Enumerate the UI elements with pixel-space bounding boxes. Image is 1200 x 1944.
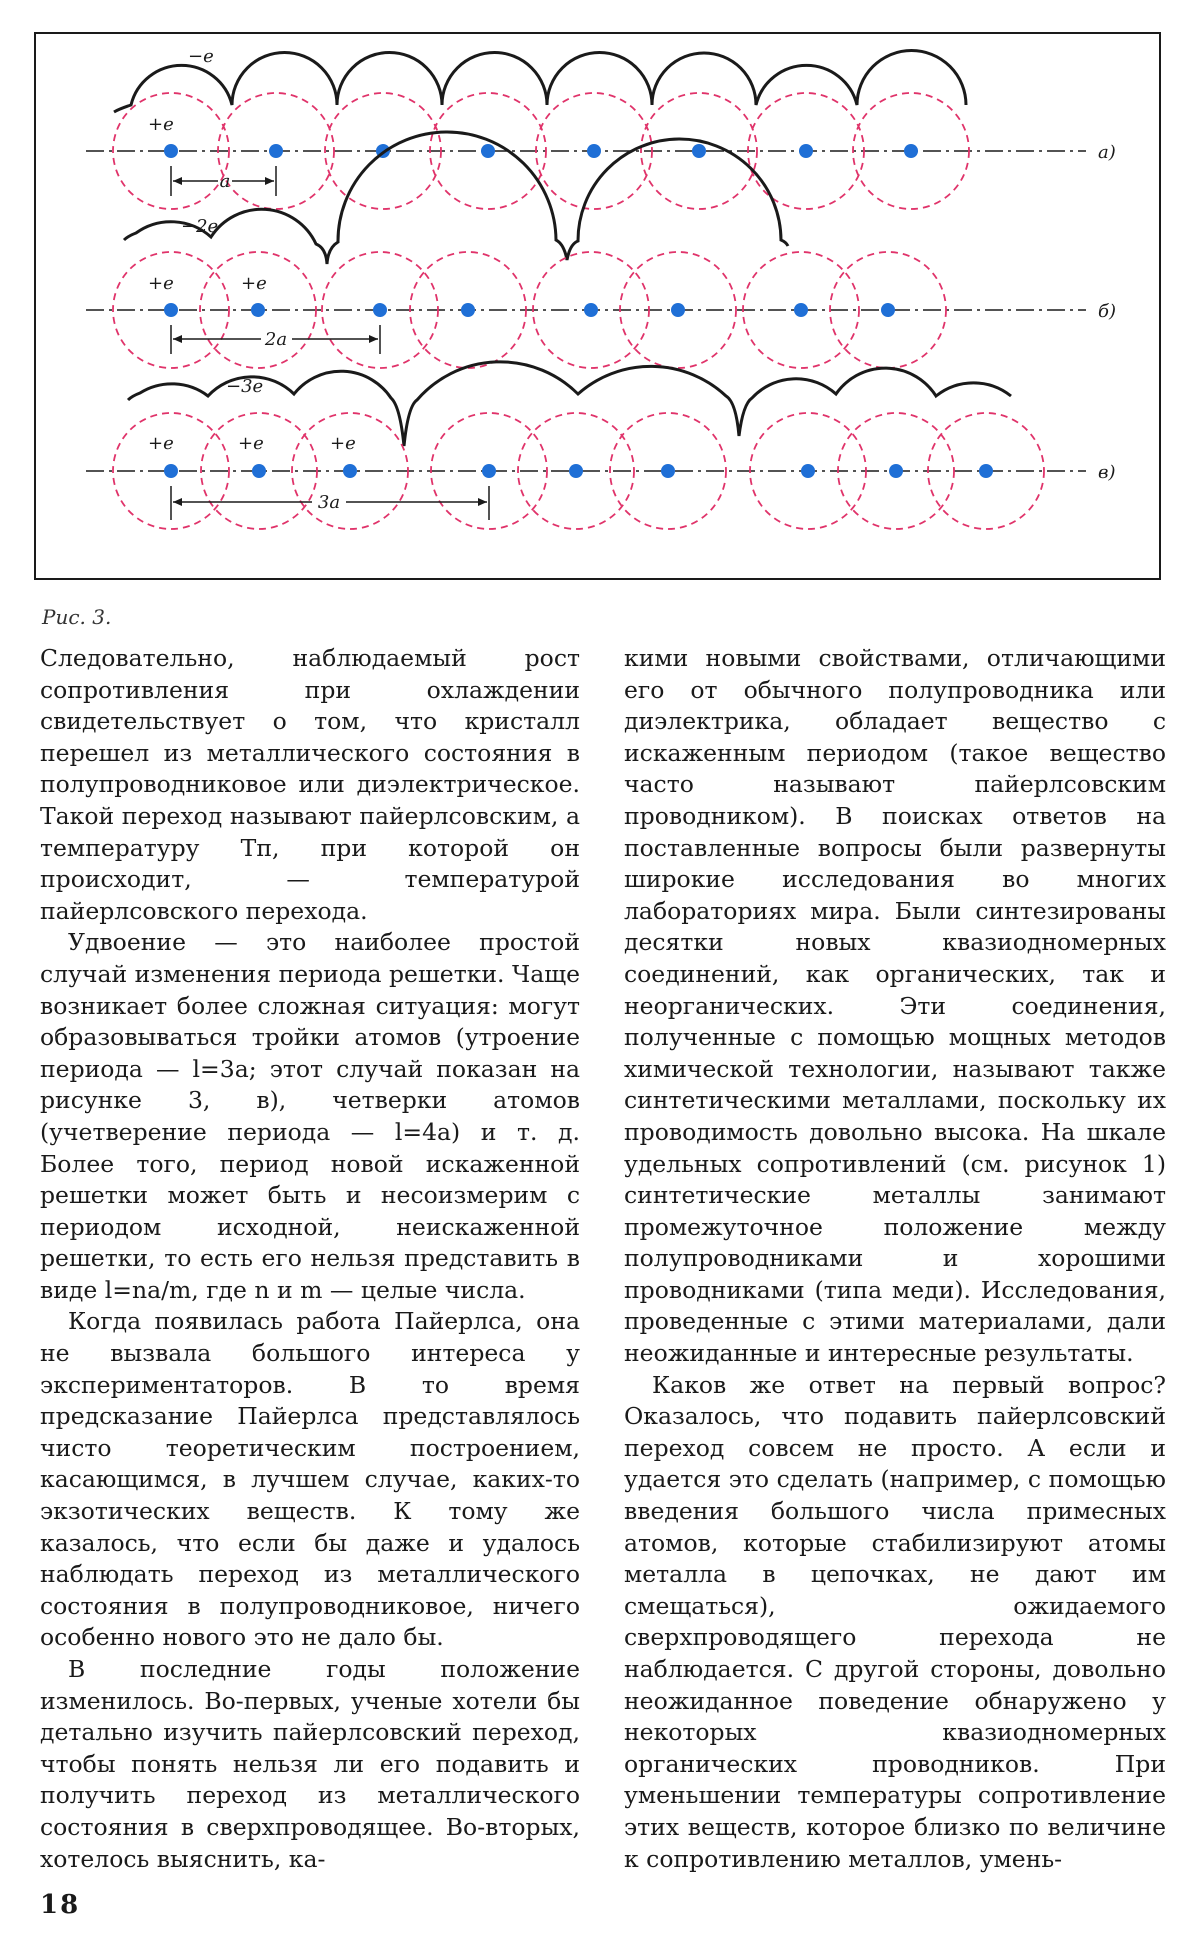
row-a-ion-charge: +e [148, 114, 174, 135]
row-c-ion-charge-3: +e [330, 433, 356, 454]
text-column-right [624, 643, 1166, 1875]
paragraph: Следовательно, наблюдаемый рост сопротивления при охлаждении свидетельствует о том, что кристалл перешел из металлического состояния в полупроводниковое или диэлектрическое. Такой переход называют пайерлсовским, а температуру Tп, при которой он происходит, — температурой пайерлсовского перехода. [40, 644, 580, 925]
row-c-label: в) [1098, 462, 1116, 483]
row-b-period-label: 2a [264, 329, 288, 350]
figure-caption: Рис. 3. [42, 605, 112, 629]
row-a-period-label: a [219, 171, 231, 192]
text-column-left [40, 643, 580, 1875]
paragraph: Удвоение — это наиболее простой случай изменения периода решетки. Чаще возникает более сложная ситуация: могут образовываться тройки атомов (утроение периода — l=3a; этот случай показан на рисунке 3, в), четверки атомов (учетверение периода — l=4a) и т. д. Более того, период новой искаженной решетки может быть и несоизмерим с периодом исходной, неискаженной решетки, то есть его нельзя представить в виде l=na/m, где n и m — целые числа. [40, 928, 580, 1304]
paragraph: Каков же ответ на первый вопрос? Оказалось, что подавить пайерлсовский переход совсем не просто. А если и удается это сделать (например, с помощью введения большого числа примесных атомов, которые стабилизируют атомы металла в цепочках, не дают им смещаться), ожидаемого сверхпроводящего перехода не наблюдается. С другой стороны, довольно неожиданное поведение обнаружено у некоторых квазиодномерных органических проводников. При уменьшении температуры сопротивление этих веществ, которое близко по величине к сопротивлению металлов, умень- [624, 1370, 1166, 1873]
row-a-electron-charge: −e [188, 46, 214, 67]
row-b-label: б) [1098, 301, 1117, 322]
paragraph: кими новыми свойствами, отличающими его от обычного полупроводника или диэлектрика, обладает вещество с искаженным периодом (такое вещество часто называют пайерлсовским проводником). В поисках ответов на поставленные вопросы были развернуты широкие исследования во многих лабораториях мира. Были синтезированы десятки новых квазиодномерных соединений, как органических, так и неорганических. Эти соединения, полученные с помощью мощных методов химической технологии, называют также синтетическими металлами, поскольку их проводимость довольно высока. На шкале удельных сопротивлений (см. рисунок 1) синтетические металлы занимают промежуточное положение между полупроводниками и хорошими проводниками (типа меди). Исследования, проведенные с этими материалами, дали неожиданные и интересные результаты. [624, 644, 1166, 1368]
figure-3 [34, 32, 1161, 580]
row-b-ion-charge-2: +e [241, 273, 267, 294]
row-b-electron-density [124, 132, 788, 264]
paragraph: Когда появилась работа Пайерлса, она не вызвала большого интереса у экспериментаторов. В то время предсказание Пайерлса представлялось чисто теоретическим построением, касающимся, в лучшем случае, каких-то экзотических веществ. К тому же казалось, что если бы даже и удалось наблюдать переход из металлического состояния в полупроводниковое, ничего особенно нового это не дало бы. [40, 1307, 580, 1652]
row-c-tripled-chain [86, 362, 1116, 529]
row-a-atoms [164, 144, 918, 158]
row-c-electron-charge: −3e [226, 376, 264, 397]
row-a-label: а) [1098, 142, 1116, 163]
row-c-ion-charge-2: +e [238, 433, 264, 454]
page-number: 18 [40, 1890, 81, 1920]
peierls-chain-diagram [36, 34, 1163, 582]
row-a-uniform-chain [86, 46, 1116, 209]
row-b-ion-charge-1: +e [148, 273, 174, 294]
row-b-doubled-chain [86, 132, 1116, 368]
paragraph: В последние годы положение изменилось. Во-первых, ученые хотели бы детально изучить пайерлсовский переход, чтобы понять нельзя ли его подавить и получить переход из металлического состояния в сверхпроводящее. Во-вторых, хотелось выяснить, ка- [40, 1655, 580, 1873]
row-b-electron-charge: −2e [181, 216, 219, 237]
row-c-ion-charge-1: +e [148, 433, 174, 454]
row-c-period-label: 3a [317, 492, 341, 513]
